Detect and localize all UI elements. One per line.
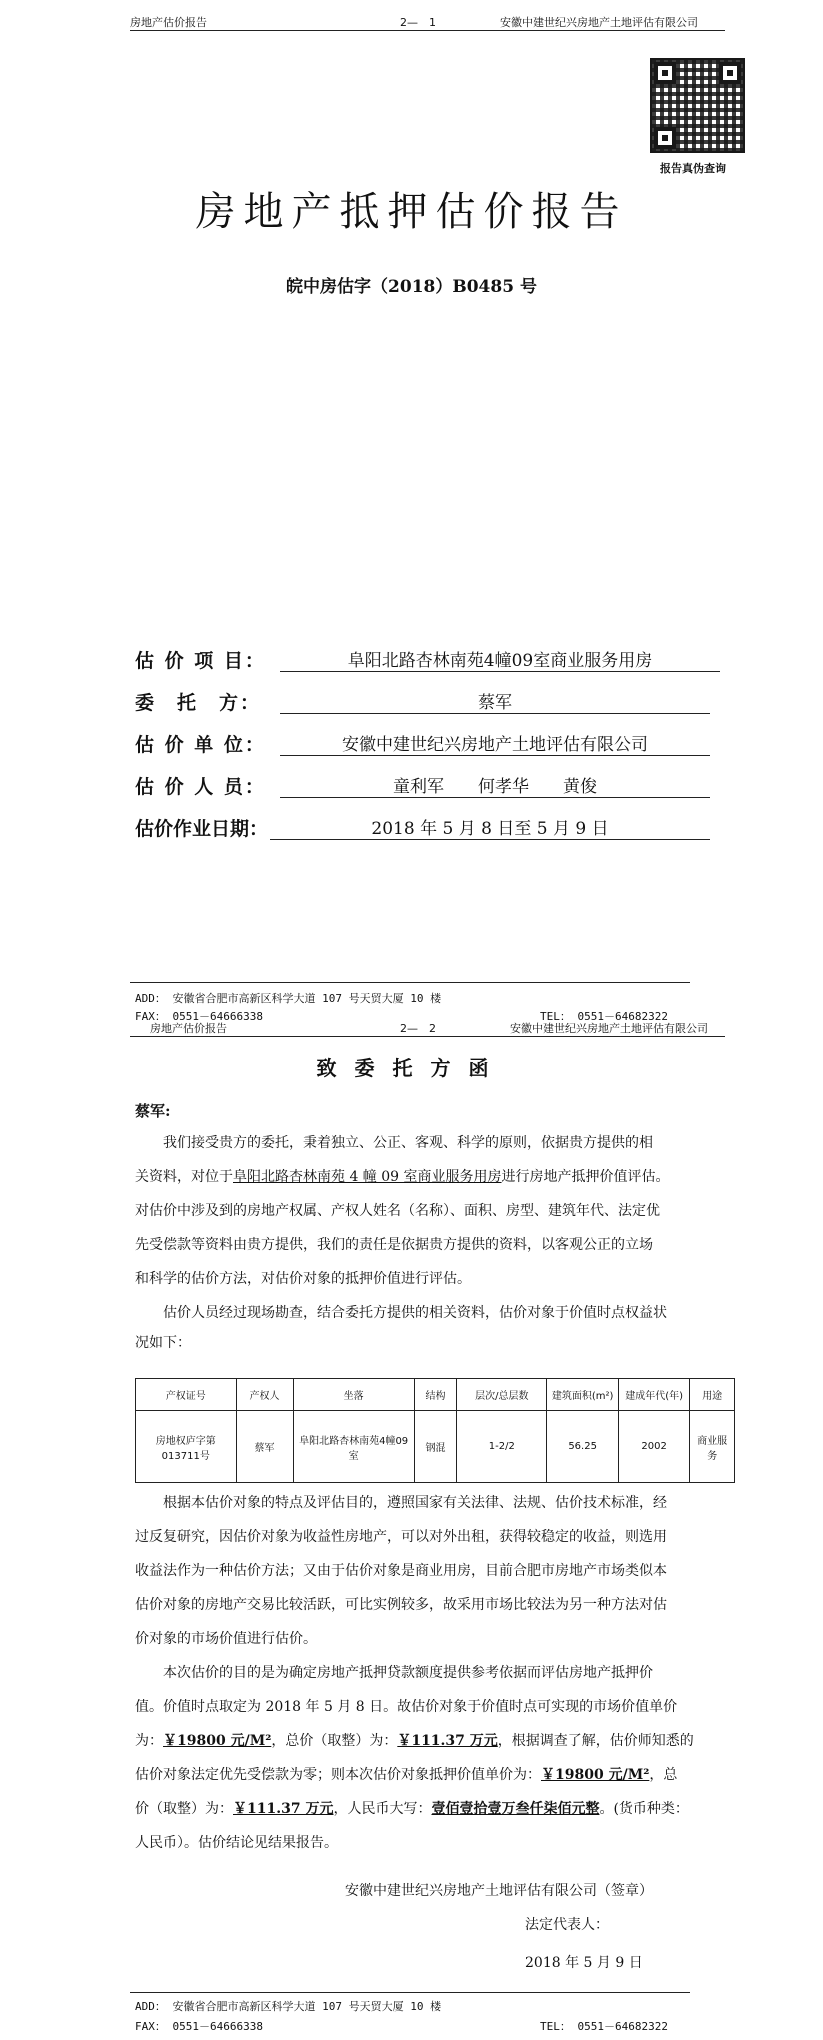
table-row [136,1411,735,1483]
page2-footer-address: ADD： 安徽省合肥市高新区科学大道 107 号天贸大厦 10 楼 [135,2000,442,2013]
page2-header-right: 安徽中建世纪兴房地产土地评估有限公司 [510,1022,708,1035]
page2-footer-fax: FAX： 0551－64666338 [135,2020,263,2033]
unit-price: ￥19800 元/M² [163,1733,272,1749]
field-value: 2018 年 5 月 8 日至 5 月 9 日 [270,814,710,840]
paragraph-1 [135,1126,735,1356]
text-line: 收益法作为一种估价方法；又由于估价对象是商业用房，目前合肥市房地产市场类似本 [135,1563,667,1579]
field-label: 估 价 人 员： [135,776,266,798]
page1-footer-tel: TEL： 0551－64682322 [540,1010,668,1023]
text-line: 况如下： [135,1335,191,1351]
qr-caption: 报告真伪查询 [660,162,726,175]
field-work-date [135,808,735,850]
qr-code-icon[interactable] [650,58,745,153]
table-cell: 商业服务 [690,1411,735,1483]
signature-company: 安徽中建世纪兴房地产土地评估有限公司（签章） [345,1883,653,1899]
text-line: 价对象的市场价值进行估价。 [135,1631,317,1647]
mortgage-total-price: ￥111.37 万元 [233,1801,334,1817]
table-header-cell: 产权证号 [136,1379,237,1411]
page2-header-rule [130,1036,725,1037]
page1-header-rule [130,30,725,31]
table-header-cell: 结构 [414,1379,456,1411]
qr-finder-icon [719,62,741,84]
text-line: 我们接受贵方的委托，秉着独立、公正、客观、科学的原则，依据贵方提供的相 [163,1135,653,1151]
text-line: 先受偿款等资料由贵方提供，我们的责任是依据贵方提供的资料，以客观公正的立场 [135,1237,653,1253]
total-price: ￥111.37 万元 [397,1733,498,1749]
field-label: 估 价 单 位： [135,734,266,756]
text-line: 估价人员经过现场勘查，结合委托方提供的相关资料，估价对象于价值时点权益状 [163,1305,667,1321]
table-header-cell: 产权人 [236,1379,293,1411]
text-line: 过反复研究，因估价对象为收益性房地产，可以对外出租，获得较稳定的收益，则选用 [135,1529,667,1545]
page2-footer-rule [130,1992,690,1993]
amount-in-words: 壹佰壹拾壹万叁仟柒佰元整 [431,1801,600,1817]
table-cell: 房地权庐字第013711号 [136,1411,237,1483]
salutation: 蔡军: [135,1102,171,1120]
page1-header-left: 房地产估价报告 [130,16,207,29]
qr-finder-icon [654,127,676,149]
field-label: 估价作业日期： [135,818,269,840]
cover-fields [135,640,735,850]
table-cell: 1-2/2 [457,1411,547,1483]
page1-header-page-number: 2— 1 [400,16,436,29]
field-appraisers [135,766,735,808]
page1-header-right: 安徽中建世纪兴房地产土地评估有限公司 [500,16,698,29]
text-line: 对估价中涉及到的房地产权属、产权人姓名（名称）、面积、房型、建筑年代、法定优 [135,1203,660,1219]
table-header-cell: 用途 [690,1379,735,1411]
field-value: 蔡军 [280,688,710,714]
field-project [135,640,735,682]
report-number: 皖中房估字（2018）B0485 号 [286,277,537,297]
table-cell: 阜阳北路杏林南苑4幢09室 [293,1411,414,1483]
table-header-cell: 建成年代(年) [618,1379,690,1411]
page2-header-left: 房地产估价报告 [150,1022,227,1035]
page1-footer-fax: FAX： 0551－64666338 [135,1010,263,1023]
field-label: 委 托 方： [135,692,262,714]
table-header-cell: 坐落 [293,1379,414,1411]
property-address: 阜阳北路杏林南苑 4 幢 09 室商业服务用房 [233,1169,502,1185]
table-cell: 钢混 [414,1411,456,1483]
page2-header-page-number: 2— 2 [400,1022,436,1035]
field-client [135,682,735,724]
page1-footer-address: ADD： 安徽省合肥市高新区科学大道 107 号天贸大厦 10 楼 [135,992,442,1005]
table-header-row [136,1379,735,1411]
field-value: 安徽中建世纪兴房地产土地评估有限公司 [280,730,710,756]
letter-title: 致委托方函 [316,1056,507,1080]
text-line: 本次估价的目的是为确定房地产抵押贷款额度提供参考依据而评估房地产抵押价 [163,1665,653,1681]
text-line: 值。价值时点取定为 2018 年 5 月 8 日。故估价对象于价值时点可实现的市场价值单价 [135,1699,678,1715]
table-cell: 2002 [618,1411,690,1483]
table-header-cell: 层次/总层数 [457,1379,547,1411]
table-cell: 蔡军 [236,1411,293,1483]
table-cell: 56.25 [547,1411,619,1483]
mortgage-unit-price: ￥19800 元/M² [541,1767,650,1783]
qr-finder-icon [654,62,676,84]
report-title: 房地产抵押估价报告 [195,189,628,235]
table-header-cell: 建筑面积(m²) [547,1379,619,1411]
signature-date: 2018 年 5 月 9 日 [525,1955,643,1971]
field-label: 估 价 项 目： [135,650,266,672]
text-line: 根据本估价对象的特点及评估目的，遵照国家有关法律、法规、估价技术标准，经 [163,1495,667,1511]
text-line: 人民币）。估价结论见结果报告。 [135,1835,338,1851]
field-value: 阜阳北路杏林南苑4幢09室商业服务用房 [280,646,720,672]
field-value: 童利军 何孝华 黄俊 [280,772,710,798]
page2-footer-tel: TEL： 0551－64682322 [540,2020,668,2033]
text-line: 关资料，对位于阜阳北路杏林南苑 4 幢 09 室商业服务用房进行房地产抵押价值评估。 [135,1169,670,1185]
text-line: 和科学的估价方法，对估价对象的抵押价值进行评估。 [135,1271,471,1287]
text-line: 估价对象法定优先受偿款为零；则本次估价对象抵押价值单价为：￥19800 元/M²，总 [135,1767,678,1783]
text-line: 价（取整）为：￥111.37 万元，人民币大写：壹佰壹拾壹万叁仟柒佰元整。(货币种类： [135,1801,689,1817]
text-line: 为：￥19800 元/M²，总价（取整）为：￥111.37 万元，根据调查了解，估价师知悉的 [135,1733,694,1749]
paragraph-3 [135,1486,735,1860]
field-appraiser-unit [135,724,735,766]
page1-footer-rule [130,982,690,983]
text-line: 估价对象的房地产交易比较活跃，可比实例较多，故采用市场比较法为另一种方法对估 [135,1597,667,1613]
signature-representative: 法定代表人： [525,1917,609,1933]
property-table [135,1378,735,1483]
